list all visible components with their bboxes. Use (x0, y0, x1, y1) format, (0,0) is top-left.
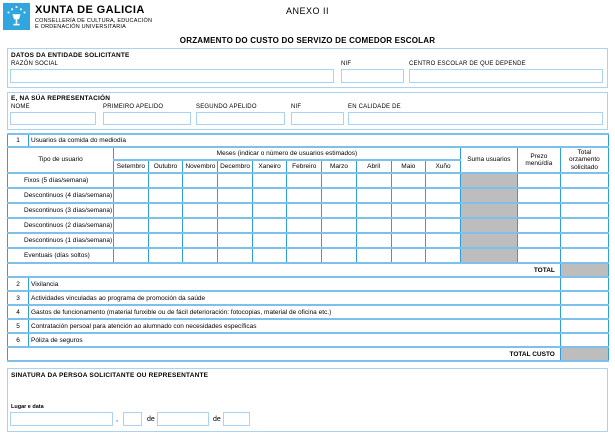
section-entity-title: DATOS DA ENTIDADE SOLICITANTE (11, 52, 130, 59)
section-signature (7, 368, 608, 432)
prezo-menu-input-cell[interactable] (517, 218, 560, 233)
month-user-input-cell[interactable] (356, 203, 391, 218)
month-user-input-cell[interactable] (183, 218, 218, 233)
table-header-row (8, 147, 609, 160)
year-input[interactable] (223, 412, 250, 426)
centro-escolar-input[interactable] (409, 69, 603, 83)
section-entity-data (7, 48, 608, 88)
expense-label: Póliza de seguros (29, 333, 561, 347)
month-user-input-cell[interactable] (252, 203, 287, 218)
month-user-input-cell[interactable] (218, 188, 253, 203)
month-user-input-cell[interactable] (356, 248, 391, 263)
month-user-input-cell[interactable] (391, 203, 426, 218)
month-user-input-cell[interactable] (287, 248, 322, 263)
user-type-row (8, 248, 609, 263)
month-user-input-cell[interactable] (148, 173, 183, 188)
suma-usuarios-cell (460, 218, 517, 233)
segundo-apelido-label: SEGUNDO APELIDO (196, 104, 257, 110)
suma-usuarios-cell (460, 188, 517, 203)
month-user-input-cell[interactable] (426, 188, 461, 203)
expense-amount-input-cell[interactable] (560, 333, 608, 347)
section-representative (7, 92, 608, 130)
expense-amount-input-cell[interactable] (560, 277, 608, 291)
suma-usuarios-cell (460, 173, 517, 188)
expense-row (8, 291, 609, 305)
suma-usuarios-header: Suma usuarios (460, 147, 517, 173)
total-orzamento-input-cell[interactable] (560, 188, 608, 203)
section1-label: Usuarios da comida do mediodía (29, 134, 609, 147)
de-word: de (213, 416, 221, 423)
month-user-input-cell[interactable] (356, 233, 391, 248)
month-user-input-cell[interactable] (252, 233, 287, 248)
month-user-input-cell[interactable] (287, 218, 322, 233)
user-type-row (8, 218, 609, 233)
expense-number: 4 (8, 305, 29, 319)
section-representative-title: E, NA SÚA REPRESENTACIÓN (11, 95, 111, 102)
month-user-input-cell[interactable] (287, 173, 322, 188)
expense-amount-input-cell[interactable] (560, 291, 608, 305)
total-orzamento-input-cell[interactable] (560, 173, 608, 188)
total-orzamento-input-cell[interactable] (560, 203, 608, 218)
total-value-cell (560, 263, 608, 277)
month-header: Abril (356, 160, 391, 174)
month-user-input-cell[interactable] (426, 233, 461, 248)
month-header: Setembro (114, 160, 149, 174)
month-user-input-cell[interactable] (391, 188, 426, 203)
suma-usuarios-cell (460, 233, 517, 248)
nome-label: NOME (11, 104, 30, 110)
month-user-input-cell[interactable] (356, 173, 391, 188)
prezo-menu-input-cell[interactable] (517, 203, 560, 218)
expense-row (8, 277, 609, 291)
month-header: Marzo (322, 160, 357, 174)
budget-table-container (7, 133, 608, 362)
user-type-label: Descontinuos (3 días/semana) (8, 203, 114, 218)
month-user-input-cell[interactable] (218, 173, 253, 188)
budget-table (7, 133, 609, 362)
month-user-input-cell[interactable] (391, 248, 426, 263)
day-input[interactable] (123, 412, 142, 426)
month-header: Novembro (183, 160, 218, 174)
month-user-input-cell[interactable] (218, 218, 253, 233)
month-user-input-cell[interactable] (426, 173, 461, 188)
month-user-input-cell[interactable] (356, 188, 391, 203)
month-header: Outubro (148, 160, 183, 174)
total-custo-value-cell (560, 347, 608, 361)
total-orzamento-input-cell[interactable] (560, 248, 608, 263)
month-user-input-cell[interactable] (148, 203, 183, 218)
total-orzamento-header: Total orzamento solicitado (560, 147, 608, 173)
expense-amount-input-cell[interactable] (560, 305, 608, 319)
month-user-input-cell[interactable] (426, 248, 461, 263)
month-user-input-cell[interactable] (114, 203, 149, 218)
month-header: Maio (391, 160, 426, 174)
month-user-input-cell[interactable] (148, 218, 183, 233)
suma-usuarios-cell (460, 248, 517, 263)
form-title: ORZAMENTO DO CUSTO DO SERVIZO DE COMEDOR ESCOLAR (179, 36, 436, 45)
month-header: Decembro (218, 160, 253, 174)
expense-number: 2 (8, 277, 29, 291)
user-type-label: Descontinuos (1 días/semana) (8, 233, 114, 248)
razon-social-input[interactable] (10, 69, 334, 83)
month-user-input-cell[interactable] (322, 203, 357, 218)
expense-number: 3 (8, 291, 29, 305)
de-word: de (147, 416, 155, 423)
month-user-input-cell[interactable] (252, 248, 287, 263)
month-user-input-cell[interactable] (391, 218, 426, 233)
prezo-menu-input-cell[interactable] (517, 248, 560, 263)
user-type-row (8, 233, 609, 248)
month-user-input-cell[interactable] (391, 233, 426, 248)
prezo-menu-header: Prezo menú/día (517, 147, 560, 173)
entity-nif-input[interactable] (341, 69, 404, 83)
total-custo-label: TOTAL CUSTO (8, 347, 561, 361)
month-user-input-cell[interactable] (322, 173, 357, 188)
user-type-row (8, 173, 609, 188)
primeiro-apelido-label: PRIMEIRO APELIDO (103, 104, 164, 110)
en-calidade-input[interactable] (348, 112, 603, 125)
month-user-input-cell[interactable] (114, 218, 149, 233)
month-header: Xaneiro (252, 160, 287, 174)
place-input[interactable] (10, 412, 113, 426)
signature-title: SINATURA DA PERSOA SOLICITANTE OU REPRESENTANTE (11, 372, 209, 379)
expense-label: Gastos de funcionamento (material funxible ou de fácil deterioración: fotocopias, material de oficina etc.) (29, 305, 561, 319)
org-department (35, 18, 255, 30)
month-header: Xuño (426, 160, 461, 174)
user-type-label: Fixos (5 días/semana) (8, 173, 114, 188)
user-type-label: Descontinuos (2 días/semana) (8, 218, 114, 233)
month-user-input-cell[interactable] (287, 203, 322, 218)
month-user-input-cell[interactable] (426, 218, 461, 233)
lugar-e-data-label: Lugar e data (11, 404, 44, 410)
month-user-input-cell[interactable] (114, 248, 149, 263)
nome-input[interactable] (10, 112, 96, 125)
org-dept-line1: CONSELLERÍA DE CULTURA, EDUCACIÓN (35, 18, 153, 24)
org-dept-line2: E ORDENACIÓN UNIVERSITARIA (35, 24, 126, 30)
month-user-input-cell[interactable] (183, 233, 218, 248)
month-user-input-cell[interactable] (322, 218, 357, 233)
month-user-input-cell[interactable] (356, 218, 391, 233)
total-custo-row (8, 347, 609, 361)
month-user-input-cell[interactable] (218, 203, 253, 218)
user-type-row (8, 203, 609, 218)
month-user-input-cell[interactable] (183, 173, 218, 188)
month-user-input-cell[interactable] (148, 248, 183, 263)
en-calidade-label: EN CALIDADE DE (348, 104, 401, 110)
month-user-input-cell[interactable] (183, 248, 218, 263)
prezo-menu-input-cell[interactable] (517, 173, 560, 188)
user-type-label: Descontinuos (4 días/semana) (8, 188, 114, 203)
month-user-input-cell[interactable] (252, 173, 287, 188)
tipo-usuario-header: Tipo de usuario (8, 147, 114, 173)
razon-social-label: RAZÓN SOCIAL (11, 61, 59, 67)
prezo-menu-input-cell[interactable] (517, 233, 560, 248)
month-user-input-cell[interactable] (114, 233, 149, 248)
user-type-label: Eventuais (días soltos) (8, 248, 114, 263)
comma-separator: , (116, 416, 118, 423)
month-user-input-cell[interactable] (287, 233, 322, 248)
month-user-input-cell[interactable] (322, 248, 357, 263)
month-user-input-cell[interactable] (218, 248, 253, 263)
prezo-menu-input-cell[interactable] (517, 188, 560, 203)
rep-nif-label: NIF (291, 104, 302, 110)
month-user-input-cell[interactable] (391, 173, 426, 188)
month-user-input-cell[interactable] (322, 188, 357, 203)
total-label: TOTAL (8, 263, 561, 277)
total-row (8, 263, 609, 277)
month-user-input-cell[interactable] (252, 188, 287, 203)
month-header: Febreiro (287, 160, 322, 174)
month-user-input-cell[interactable] (148, 188, 183, 203)
expense-label: Actividades vinculadas ao programa de promoción da saúde (29, 291, 561, 305)
month-user-input-cell[interactable] (322, 233, 357, 248)
month-user-input-cell[interactable] (148, 233, 183, 248)
org-name: XUNTA DE GALICIA (35, 4, 145, 16)
expense-amount-input-cell[interactable] (560, 319, 608, 333)
month-user-input-cell[interactable] (183, 203, 218, 218)
section1-row (8, 134, 609, 147)
rep-nif-input[interactable] (291, 112, 344, 125)
expense-number: 6 (8, 333, 29, 347)
month-user-input-cell[interactable] (426, 203, 461, 218)
expense-label: Contratación persoal para atención ao alumnado con necesidades específicas (29, 319, 561, 333)
user-type-row (8, 188, 609, 203)
primeiro-apelido-input[interactable] (103, 112, 191, 125)
month-user-input-cell[interactable] (218, 233, 253, 248)
month-user-input-cell[interactable] (252, 218, 287, 233)
annex-label: ANEXO II (285, 6, 329, 16)
month-input[interactable] (157, 412, 209, 426)
expense-row (8, 319, 609, 333)
month-user-input-cell[interactable] (114, 173, 149, 188)
expense-label: Vixilancia (29, 277, 561, 291)
section1-number: 1 (8, 134, 29, 147)
meses-group-header: Meses (indicar o número de usuarios estimados) (114, 147, 461, 160)
month-user-input-cell[interactable] (183, 188, 218, 203)
month-user-input-cell[interactable] (114, 188, 149, 203)
total-orzamento-input-cell[interactable] (560, 233, 608, 248)
centro-escolar-label: CENTRO ESCOLAR DE QUE DEPENDE (409, 61, 526, 67)
expense-row (8, 333, 609, 347)
nif-label: NIF (341, 61, 352, 67)
expense-number: 5 (8, 319, 29, 333)
month-user-input-cell[interactable] (287, 188, 322, 203)
suma-usuarios-cell (460, 203, 517, 218)
total-orzamento-input-cell[interactable] (560, 218, 608, 233)
segundo-apelido-input[interactable] (196, 112, 285, 125)
expense-row (8, 305, 609, 319)
